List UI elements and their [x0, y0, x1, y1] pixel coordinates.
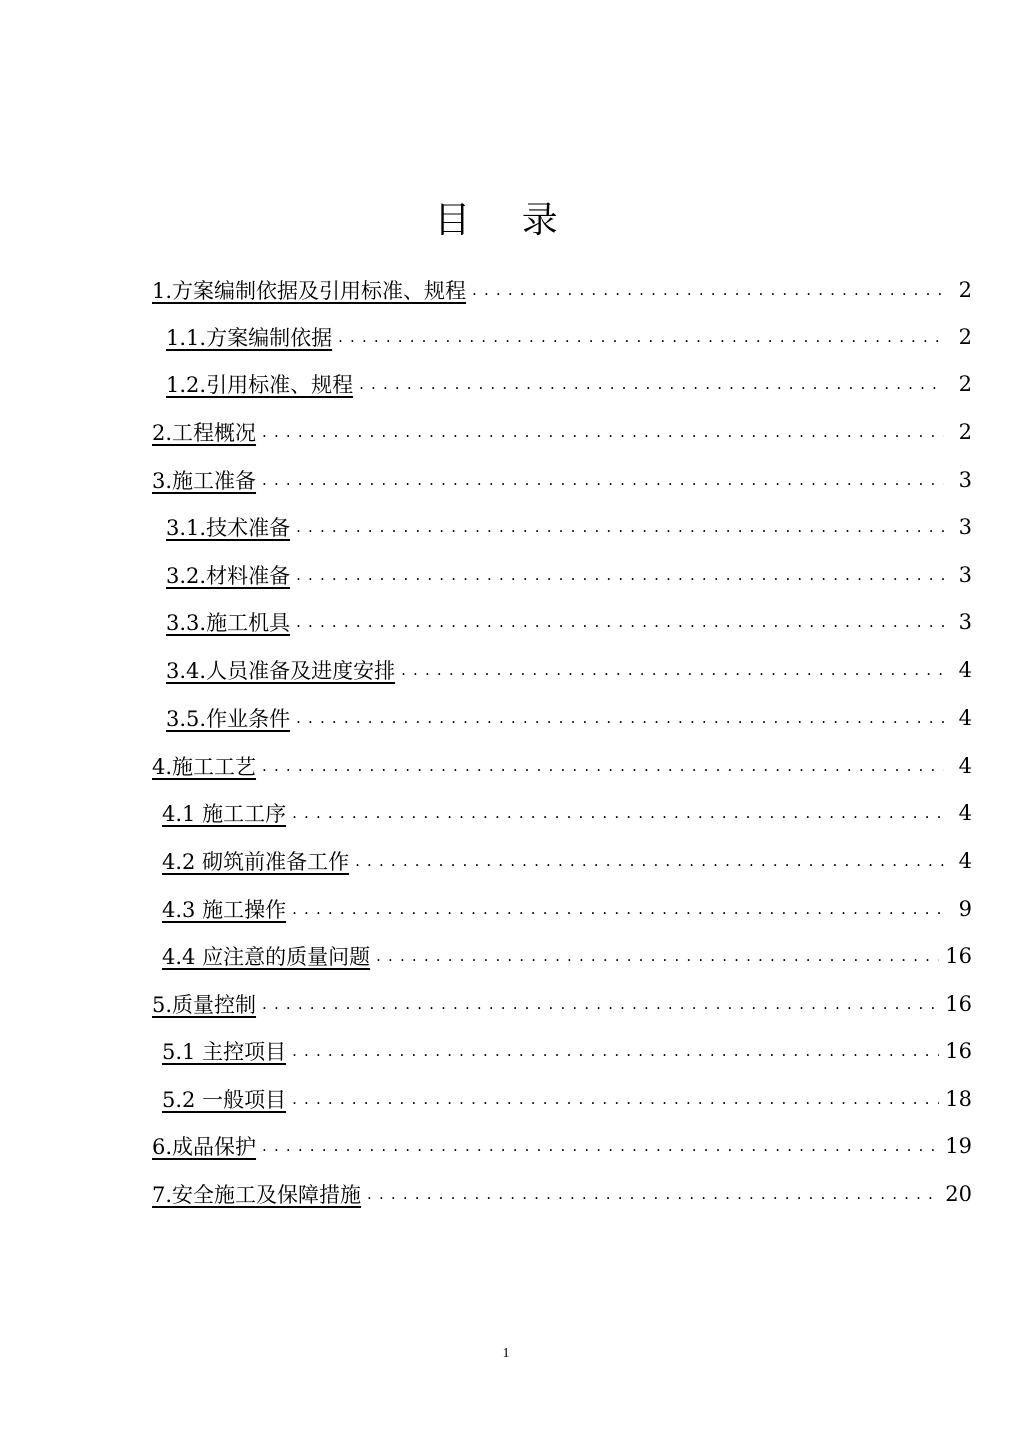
toc-entry-page: 3 — [958, 515, 972, 539]
toc-entry[interactable] — [166, 646, 972, 694]
toc-leader-dots — [338, 325, 944, 349]
toc-entry[interactable] — [152, 266, 972, 314]
toc-entry-label[interactable]: 3.2.材料准备 — [166, 564, 291, 588]
toc-entry-label[interactable]: 7.安全施工及保障措施 — [152, 1183, 362, 1207]
toc-entry-page: 9 — [958, 897, 972, 921]
toc-entry[interactable] — [166, 598, 972, 646]
toc-entry-page: 20 — [945, 1182, 972, 1206]
toc-entry[interactable] — [162, 837, 972, 885]
toc-entry-page: 4 — [958, 801, 972, 825]
toc-leader-dots — [296, 515, 944, 539]
toc-entry[interactable] — [152, 408, 972, 456]
toc-entry-label[interactable]: 3.5.作业条件 — [166, 707, 291, 731]
toc-leader-dots — [355, 849, 944, 873]
toc-entry-label[interactable]: 4.1 施工工序 — [162, 802, 287, 826]
toc-entry-label[interactable]: 1.1.方案编制依据 — [166, 326, 333, 350]
toc-entry[interactable] — [166, 551, 972, 599]
toc-entry-page: 2 — [958, 420, 972, 444]
toc-entry-label[interactable]: 5.2 一般项目 — [162, 1088, 287, 1112]
toc-entry-page: 16 — [945, 992, 972, 1016]
toc-entry-page: 4 — [958, 658, 972, 682]
toc-entry-label[interactable]: 6.成品保护 — [152, 1135, 257, 1159]
toc-leader-dots — [472, 278, 944, 302]
toc-entry[interactable] — [162, 789, 972, 837]
toc-entry-label[interactable]: 3.4.人员准备及进度安排 — [166, 659, 396, 683]
toc-entry-page: 2 — [958, 325, 972, 349]
toc-leader-dots — [262, 1134, 939, 1158]
toc-entry-label[interactable]: 3.施工准备 — [152, 469, 257, 493]
toc-entry-label[interactable]: 2.工程概况 — [152, 421, 257, 445]
toc-leader-dots — [367, 1182, 939, 1206]
toc-entry[interactable] — [162, 1075, 972, 1123]
toc-leader-dots — [262, 992, 939, 1016]
toc-leader-dots — [376, 944, 939, 968]
page-title: 目 录 — [434, 200, 578, 241]
toc-entry-page: 19 — [945, 1134, 972, 1158]
toc-leader-dots — [401, 658, 944, 682]
toc-entry[interactable] — [152, 742, 972, 790]
toc-entry[interactable] — [152, 456, 972, 504]
toc-leader-dots — [292, 1087, 939, 1111]
toc-leader-dots — [262, 754, 944, 778]
page-number: 1 — [502, 1346, 510, 1361]
toc-entry-label[interactable]: 4.施工工艺 — [152, 755, 257, 779]
toc-entry-page: 3 — [958, 610, 972, 634]
toc-leader-dots — [359, 372, 944, 396]
toc-entry-label[interactable]: 3.1.技术准备 — [166, 516, 291, 540]
toc-entry-label[interactable]: 4.3 施工操作 — [162, 898, 287, 922]
toc-entry[interactable] — [162, 1027, 972, 1075]
toc-entry-label[interactable]: 4.4 应注意的质量问题 — [162, 945, 371, 969]
toc-entry[interactable] — [166, 360, 972, 408]
toc-entry-page: 16 — [945, 944, 972, 968]
toc-entry-label[interactable]: 1.2.引用标准、规程 — [166, 373, 354, 397]
toc-leader-dots — [262, 468, 944, 492]
toc-entry[interactable] — [166, 313, 972, 361]
toc-entry-page: 4 — [958, 706, 972, 730]
toc-leader-dots — [296, 610, 944, 634]
toc-entry-page: 2 — [958, 372, 972, 396]
toc-entry[interactable] — [162, 932, 972, 980]
toc-entry[interactable] — [162, 885, 972, 933]
toc-leader-dots — [292, 1039, 939, 1063]
toc-leader-dots — [292, 801, 944, 825]
toc-entry-page: 18 — [945, 1087, 972, 1111]
toc-entry-page: 4 — [958, 754, 972, 778]
toc-entry-label[interactable]: 4.2 砌筑前准备工作 — [162, 850, 350, 874]
toc-entry-label[interactable]: 1.方案编制依据及引用标准、规程 — [152, 279, 467, 303]
toc-entry-label[interactable]: 5.质量控制 — [152, 993, 257, 1017]
toc-entry[interactable] — [152, 1122, 972, 1170]
toc-leader-dots — [296, 563, 944, 587]
toc-entry-label[interactable]: 3.3.施工机具 — [166, 611, 291, 635]
toc-entry[interactable] — [166, 694, 972, 742]
toc-entry[interactable] — [152, 980, 972, 1028]
toc-entry-page: 4 — [958, 849, 972, 873]
toc-leader-dots — [262, 420, 944, 444]
toc-leader-dots — [296, 706, 944, 730]
toc-entry[interactable] — [166, 503, 972, 551]
toc-entry-page: 2 — [958, 278, 972, 302]
toc-entry[interactable] — [152, 1170, 972, 1218]
toc-leader-dots — [292, 897, 944, 921]
toc-entry-label[interactable]: 5.1 主控项目 — [162, 1040, 287, 1064]
toc-entry-page: 3 — [958, 468, 972, 492]
toc-entry-page: 3 — [958, 563, 972, 587]
toc-entry-page: 16 — [945, 1039, 972, 1063]
